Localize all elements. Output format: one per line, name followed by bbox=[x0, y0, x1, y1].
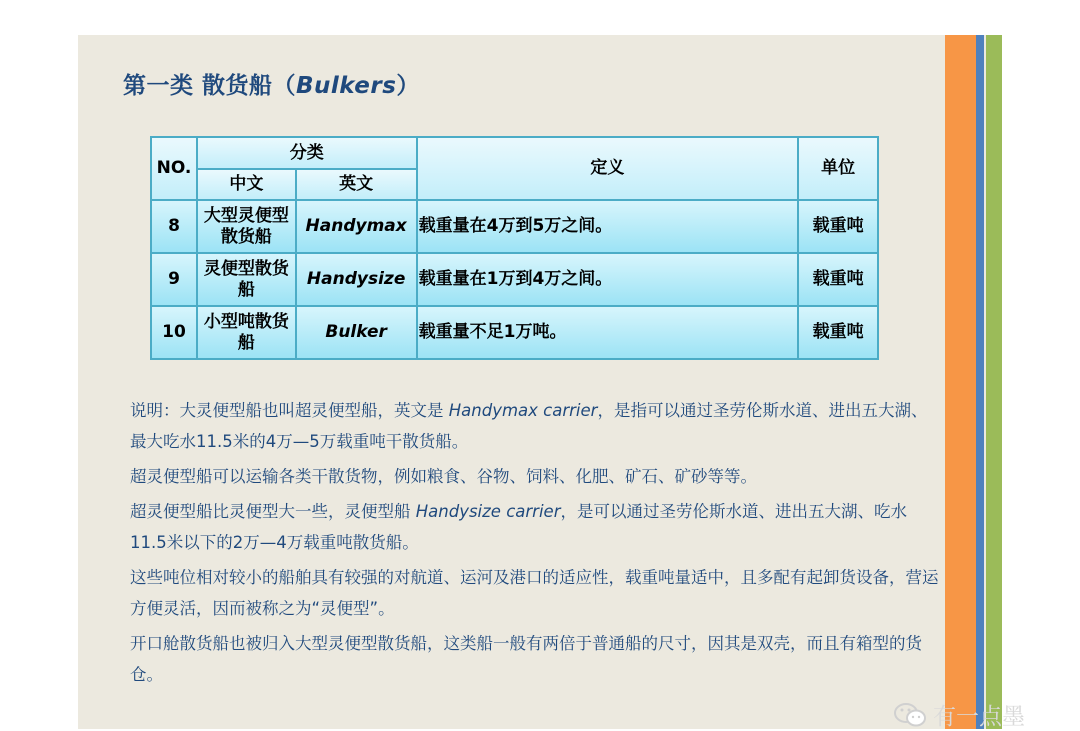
cell-no: 8 bbox=[151, 200, 197, 253]
note-paragraph: 开口舱散货船也被归入大型灵便型散货船，这类船一般有两倍于普通船的尺寸，因其是双壳，而且有箱型的货仓。 bbox=[130, 634, 922, 684]
cell-english-name: Handysize bbox=[296, 253, 417, 306]
table-row bbox=[151, 200, 878, 253]
title-english: Bulkers bbox=[296, 73, 397, 99]
cell-unit: 载重吨 bbox=[798, 306, 878, 359]
note-text: ，是指可以通过圣劳伦斯水道、进出五大湖、最大吃水11.5米的4万—5万载重吨干散货船。 bbox=[130, 401, 928, 451]
note-term: Handysize carrier bbox=[415, 502, 561, 521]
note-text: 说明：大灵便型船也叫超灵便型船，英文是 bbox=[130, 401, 449, 420]
decorative-stripe-orange bbox=[945, 35, 976, 729]
note-term: Handymax carrier bbox=[448, 401, 598, 420]
cell-chinese-name: 灵便型散货船 bbox=[197, 253, 296, 306]
header-chinese: 中文 bbox=[197, 169, 296, 200]
note-paragraph bbox=[130, 395, 940, 457]
wechat-icon bbox=[893, 702, 927, 728]
cell-chinese-name: 大型灵便型散货船 bbox=[197, 200, 296, 253]
explanation-notes bbox=[130, 395, 940, 694]
slide bbox=[78, 35, 1002, 729]
cell-definition: 载重量在1万到4万之间。 bbox=[417, 253, 799, 306]
title-close: ） bbox=[396, 73, 420, 99]
note-text: 超灵便型船比灵便型大一些，灵便型船 bbox=[130, 502, 416, 521]
note-paragraph bbox=[130, 496, 940, 558]
slide-title bbox=[123, 67, 420, 100]
watermark-text: 有一点墨 bbox=[933, 704, 1025, 730]
header-english: 英文 bbox=[296, 169, 417, 200]
watermark bbox=[893, 698, 1025, 731]
cell-no: 9 bbox=[151, 253, 197, 306]
cell-chinese-name: 小型吨散货船 bbox=[197, 306, 296, 359]
cell-definition: 载重量在4万到5万之间。 bbox=[417, 200, 799, 253]
cell-no: 10 bbox=[151, 306, 197, 359]
title-chinese: 第一类 散货船（ bbox=[123, 73, 297, 99]
table-row bbox=[151, 253, 878, 306]
header-definition: 定义 bbox=[417, 137, 799, 200]
cell-english-name: Handymax bbox=[296, 200, 417, 253]
header-unit: 单位 bbox=[798, 137, 878, 200]
note-text: ，是可以通过圣劳伦斯水道、进出五大湖、吃水11.5米以下的2万—4万载重吨散货船。 bbox=[130, 502, 907, 552]
ship-classification-table bbox=[150, 136, 879, 360]
decorative-stripe-blue bbox=[976, 35, 984, 729]
cell-english-name: Bulker bbox=[296, 306, 417, 359]
note-paragraph: 这些吨位相对较小的船舶具有较强的对航道、运河及港口的适应性，载重吨量适中，且多配有起卸货设备，营运方便灵活，因而被称之为“灵便型”。 bbox=[130, 568, 939, 618]
cell-unit: 载重吨 bbox=[798, 200, 878, 253]
note-paragraph: 超灵便型船可以运输各类干散货物，例如粮食、谷物、饲料、化肥、矿石、矿砂等等。 bbox=[130, 467, 757, 486]
header-no: NO. bbox=[151, 137, 197, 200]
decorative-stripe-green bbox=[986, 35, 1002, 729]
table-row bbox=[151, 306, 878, 359]
cell-unit: 载重吨 bbox=[798, 253, 878, 306]
cell-definition: 载重量不足1万吨。 bbox=[417, 306, 799, 359]
header-category: 分类 bbox=[197, 137, 417, 169]
